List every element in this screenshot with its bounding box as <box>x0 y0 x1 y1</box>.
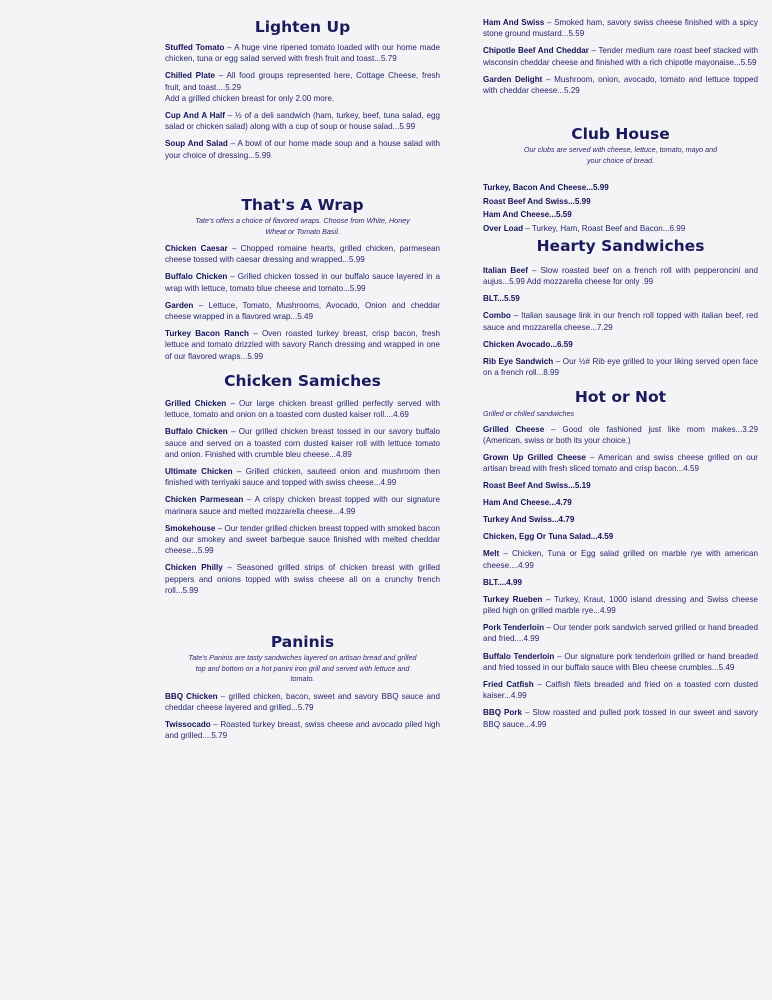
item-name: Stuffed Tomato <box>165 43 225 52</box>
menu-item <box>483 339 758 350</box>
item-description: – Turkey, Kraut, 1000 island dressing and Swiss cheese piled high on grilled marble rye...4.99 <box>483 594 758 615</box>
item-name: Turkey And Swiss...4.79 <box>483 515 575 525</box>
menu-item <box>165 271 440 293</box>
item-name: Garden Delight <box>483 74 543 84</box>
hearty-items <box>483 265 758 378</box>
item-name: Smokehouse <box>165 523 216 533</box>
menu-item <box>165 138 440 160</box>
menu-item <box>483 514 758 525</box>
item-name: Twissocado <box>165 719 211 729</box>
menu-item <box>483 577 758 588</box>
menu-item <box>483 707 758 729</box>
item-name: Ham And Swiss <box>483 18 545 27</box>
item-name: Italian Beef <box>483 266 528 275</box>
club-items <box>483 182 758 220</box>
menu-item <box>165 398 440 420</box>
panini-items <box>165 691 440 742</box>
item-description: – Grilled chicken tossed in our buffalo sauce layered in a wrap with lettuce, tomato blue cheese and tomato...5.99 <box>165 272 441 293</box>
menu-item <box>483 651 758 673</box>
item-name: Buffalo Chicken <box>165 272 228 282</box>
item-description: – Mushroom, onion, avocado, tomato and lettuce topped with cheddar cheese...5.29 <box>483 74 758 96</box>
menu-item <box>483 74 758 96</box>
item-description: – A crispy chicken breast topped with our signature marinara sauce and melted mozzarella cheese...4.99 <box>165 495 440 516</box>
wrap-items <box>165 243 440 362</box>
item-name: Ham And Cheese...4.79 <box>483 498 572 508</box>
menu-item <box>165 494 440 516</box>
item-name: Garden <box>165 300 194 310</box>
item-description: – American and swiss cheese grilled on our artisan bread with fresh sliced tomato and crisp bacon...4.59 <box>483 452 758 474</box>
menu-item <box>165 300 440 322</box>
section-title: Hearty Sandwiches <box>536 237 705 255</box>
menu-item: Ham And Cheese...5.59 <box>483 210 572 219</box>
menu-item <box>483 452 758 474</box>
item-name: Roast Beef And Swiss...5.19 <box>483 481 591 491</box>
item-note: Add a grilled chicken breast for only 2.00 more. <box>165 93 335 103</box>
section-paninis <box>165 633 440 747</box>
item-name: Chicken, Egg Or Tuna Salad...4.59 <box>483 532 614 542</box>
item-description: – Our tender pork sandwich served grilled or hand breaded and fried....4.99 <box>483 623 758 644</box>
section-title: Club House <box>571 125 670 143</box>
item-name: Melt <box>483 549 500 559</box>
item-name: Turkey Bacon Ranch <box>165 329 249 339</box>
item-name: Chicken Caesar <box>165 244 228 253</box>
menu-item <box>165 70 440 104</box>
menu-item <box>165 691 440 713</box>
section-wrap <box>165 196 440 368</box>
menu-item <box>483 310 758 332</box>
item-name: Fried Catfish <box>483 679 534 689</box>
item-name: Pork Tenderloin <box>483 623 545 633</box>
item-name: Over Load <box>483 223 524 233</box>
menu-item <box>165 328 440 362</box>
item-name: Grilled Chicken <box>165 399 227 408</box>
item-description: – Good ole fashioned just like mom makes...3.29 (American, swiss or both its your choice.) <box>483 424 758 445</box>
lighten-up-items <box>165 42 440 161</box>
menu-item <box>165 42 440 64</box>
section-subtitle: Our clubs are served with cheese, lettuce, tomato, mayo and your choice of bread. <box>523 145 718 165</box>
section-hot-or-not <box>483 388 758 736</box>
item-name: Soup And Salad <box>165 139 228 149</box>
section-subtitle: Tate's offers a choice of flavored wraps. Choose from White, Honey Wheat or Tomato Basil. <box>195 216 410 236</box>
menu-item <box>483 265 758 287</box>
section-lighten-up <box>165 18 440 167</box>
item-name: Rib Eye Sandwich <box>483 356 554 366</box>
item-description: – Our large chicken breast grilled perfectly served with lettuce, tomato and onion on a toasted corn dusted kaiser roll....4.69 <box>165 399 440 420</box>
item-name: Combo <box>483 311 511 321</box>
item-description: – All food groups represented here, Cottage Cheese, fresh fruit, and toast....5.29 <box>165 71 441 92</box>
continued-items <box>483 17 758 96</box>
menu-item <box>165 466 440 488</box>
item-name: Ultimate Chicken <box>165 467 233 477</box>
menu-item <box>483 594 758 616</box>
item-name: BLT....4.99 <box>483 577 522 587</box>
item-name: Cup And A Half <box>165 111 225 121</box>
menu-item <box>483 45 758 67</box>
menu-item <box>483 17 758 39</box>
menu-item <box>483 531 758 542</box>
menu-item <box>165 562 440 596</box>
item-description: – Lettuce, Tomato, Mushrooms, Avocado, Onion and cheddar cheese wrapped in a flavored wrap...5.49 <box>165 300 440 322</box>
menu-item <box>165 523 440 557</box>
item-description: – Our tender grilled chicken breast topped with smoked bacon and our smokey and sweet barbeque sauce finished with melted cheddar cheese...5.99 <box>165 523 440 556</box>
item-name: Grilled Cheese <box>483 424 545 434</box>
menu-item <box>483 424 758 446</box>
chicken-items <box>165 398 440 596</box>
section-title: Hot or Not <box>574 388 667 406</box>
menu-item <box>165 719 440 741</box>
item-description: – Smoked ham, savory swiss cheese finished with a spicy stone ground mustard...5.59 <box>483 18 758 39</box>
item-description: – Chicken, Tuna or Egg salad grilled on marble rye with american cheese....4.99 <box>483 549 758 570</box>
item-description: – A bowl of our home made soup and a house salad with your choice of dressing...5.99 <box>165 139 440 160</box>
item-description: – ½ of a deli sandwich (ham, turkey, beef, tuna salad, egg salad or chicken salad) along with a cup of soup or house salad...5.99 <box>165 111 441 132</box>
item-description: – A huge vine ripened tomato loaded with our home made chicken, tuna or egg salad served with fresh fruit and toast...5.79 <box>165 43 441 64</box>
item-description: – Slow roasted beef on a french roll with pepperoncini and aujus...5.99 Add mozzarella cheese for only .99 <box>483 266 758 287</box>
menu-item <box>483 497 758 508</box>
menu-item: Turkey, Bacon And Cheese...5.99 <box>483 183 609 192</box>
item-description: – Italian sausage link in our french roll topped with italian beef, red sauce and mozzarella cheese...7.29 <box>483 311 758 332</box>
item-description: – Chopped romaine hearts, grilled chicken, parmesean cheese tossed with caesar dressing and wrapped...5.99 <box>165 244 440 265</box>
item-name: Turkey Rueben <box>483 594 543 604</box>
item-description: – Grilled chicken, sauteed onion and mushroom then finished with terriyaki sauce and topped with swiss cheese...4.99 <box>165 467 441 488</box>
item-name: Chipotle Beef And Cheddar <box>483 46 589 56</box>
menu-item <box>483 548 758 570</box>
menu-item <box>483 223 758 234</box>
item-description: – Tender medium rare roast beef stacked with wisconsin cheddar cheese and finished with a rich chipotle mayonaise...5.59 <box>483 46 758 67</box>
menu-item <box>165 243 440 265</box>
item-description: – Slow roasted and pulled pork tossed in our sweet and savory BBQ sauce...4.99 <box>483 708 758 729</box>
item-description: – Our grilled chicken breast tossed in our savory buffalo sauce and served on a toasted corn dusted kaiser roll with lettuce tomato and onion. Finished with crumble bleu cheese...4.89 <box>165 427 441 459</box>
section-chicken <box>165 372 440 602</box>
item-description: – Catfish filets breaded and fried on a toasted corn dusted kaiser...4.99 <box>483 679 759 701</box>
item-description: – Our signature pork tenderloin grilled or hand breaded and fried tossed in our buffalo sauce with Bleu cheese crumbles...5.49 <box>483 651 758 672</box>
item-description: – Our ½# Rib eye grilled to your liking served open face on a french roll...8.99 <box>483 356 758 378</box>
section-club-house <box>483 125 758 240</box>
item-name: BBQ Pork <box>483 708 522 718</box>
item-name: Buffalo Chicken <box>165 427 228 437</box>
hot-items <box>483 424 758 730</box>
item-name: Buffalo Tenderloin <box>483 651 555 661</box>
item-name: BLT...5.59 <box>483 294 520 304</box>
section-subtitle: Grilled or chilled sandwiches <box>483 409 575 418</box>
section-title: That's A Wrap <box>241 196 364 214</box>
item-name: Chilled Plate <box>165 71 216 81</box>
item-description: – Oven roasted turkey breast, crisp bacon, fresh lettuce and tomato drizzled with savory Ranch dressing and wrapped in one of our flavored wraps...5.99 <box>165 329 440 361</box>
section-title: Lighten Up <box>254 18 351 36</box>
item-name: Grown Up Grilled Cheese <box>483 452 586 462</box>
menu-item <box>483 293 758 304</box>
section-title: Paninis <box>270 633 335 651</box>
menu-item <box>483 679 758 701</box>
item-name: Chicken Philly <box>165 563 223 573</box>
item-name: Chicken Parmesean <box>165 495 244 505</box>
section-subtitle: Tate's Paninis are tasty sandwiches layered on artisan bread and grilled top and bottom on a hot panini iron grill and served with lettuce and tomato. <box>188 653 417 683</box>
item-description: – grilled chicken, bacon, sweet and savory BBQ sauce and cheddar cheese layered and grilled...5.79 <box>165 691 440 712</box>
section-title: Chicken Samiches <box>224 372 381 390</box>
section-hearty <box>483 237 758 384</box>
item-name: BBQ Chicken <box>165 691 218 701</box>
menu-item <box>483 480 758 491</box>
menu-item <box>483 356 758 378</box>
menu-item: Roast Beef And Swiss...5.99 <box>483 196 591 206</box>
menu-item <box>165 426 440 460</box>
item-description: – Turkey, Ham, Roast Beef and Bacon...6.99 <box>523 223 686 233</box>
item-name: Chicken Avocado...6.59 <box>483 339 573 349</box>
menu-item <box>483 622 758 644</box>
menu-item <box>165 110 440 132</box>
item-description: – Roasted turkey breast, swiss cheese and avocado piled high and grilled....5.79 <box>165 719 440 741</box>
section-continued <box>483 17 758 102</box>
item-description: – Seasoned grilled strips of chicken breast with grilled peppers and onions topped with swiss cheese all on a crunchy french roll...5.99 <box>165 563 440 595</box>
